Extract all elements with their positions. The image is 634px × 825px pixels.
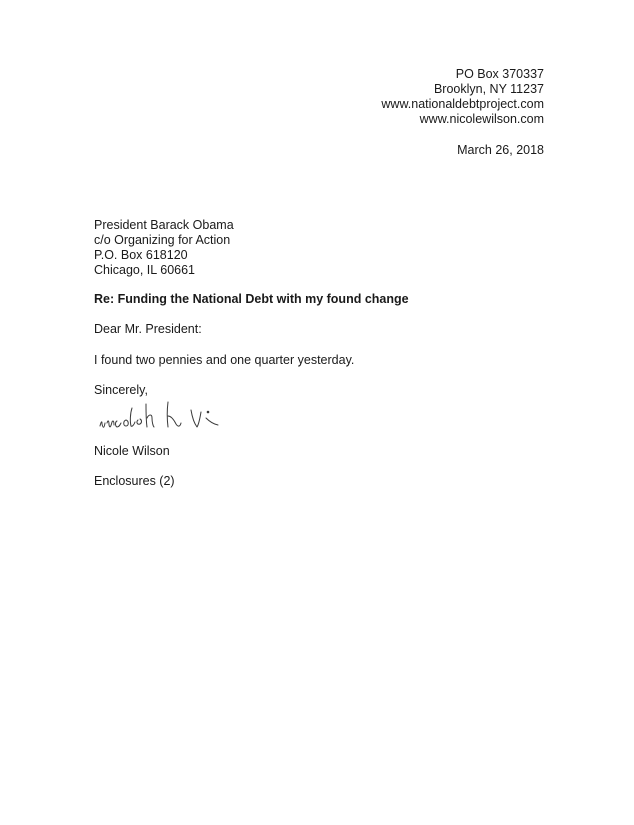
recipient-name: President Barack Obama [94,218,234,232]
recipient-organization: c/o Organizing for Action [94,233,231,247]
recipient-po-box: P.O. Box 618120 [94,248,188,262]
signer-name: Nicole Wilson [94,444,170,458]
letter-date: March 26, 2018 [457,143,544,157]
sender-website-2: www.nicolewilson.com [419,112,544,126]
letter-body: I found two pennies and one quarter yesterday. [94,353,355,367]
handwritten-signature [96,396,231,440]
sender-po-box: PO Box 370337 [455,67,544,81]
recipient-city: Chicago, IL 60661 [94,263,196,277]
sender-city: Brooklyn, NY 11237 [433,82,544,96]
closing: Sincerely, [94,383,148,397]
enclosures: Enclosures (2) [94,474,175,488]
salutation: Dear Mr. President: [94,322,202,336]
letter-subject: Re: Funding the National Debt with my found change [94,292,409,306]
sender-website-1: www.nationaldebtproject.com [381,97,544,111]
